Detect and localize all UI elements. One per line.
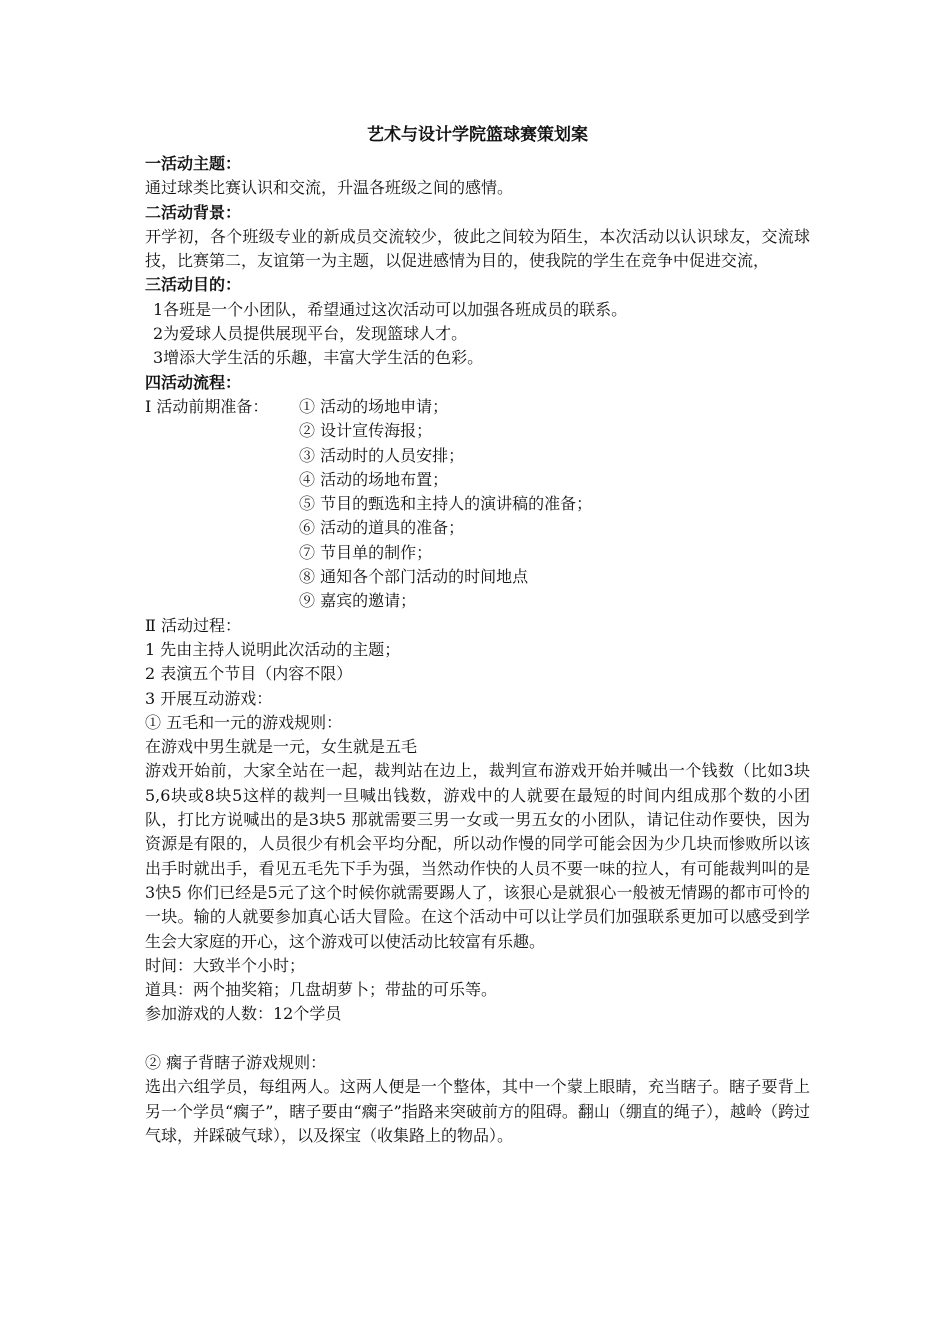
game1-props: 道具：两个抽奖箱；几盘胡萝卜；带盐的可乐等。 [145,980,498,1000]
process-label: Ⅱ 活动过程： [145,615,241,635]
prep-item: ③ 活动时的人员安排； [299,445,465,465]
prep-item: ② 设计宣传海报； [299,421,433,441]
game2-body: 选出六组学员，每组两人。这两人便是一个整体，其中一个蒙上眼睛，充当瞎子。瞎子要背上另一个学员“瘸子”，瞎子要由“瘸子”指路来突破前方的阻碍。翻山（绷直的绳子），越岭（跨过气球，并踩破气球），以及探宝（收集路上的物品）。 [145,1077,810,1145]
section-heading-process: 四活动流程： [145,372,242,392]
game1-body: 游戏开始前，大家全站在一起，裁判站在边上，裁判宣布游戏开始并喊出一个钱数（比如3块5,6块或8块5这样的裁判一旦喊出钱数，游戏中的人就要在最短的时间内组成那个数的小团队，打比方说喊出的是3块5 那就需要三男一女或一男五女的小团队，请记住动作要快，因为资源是有限的，人员很少有机会平均分配，所以动作慢的同学可能会因为少几块而惨败所以该出手时就出手，看见五毛先下手为强，当然动作快的人员不要一味的拉人，有可能裁判叫的是3快5 你们已经是5元了这个时候你就需要踢人了，该狠心是就狠心一般被无情踢的都市可怜的一块。输的人就要参加真心话大冒险。在这个活动中可以让学员们加强联系更加可以感受到学生会大家庭的开心，这个游戏可以使活动比较富有乐趣。 [145,761,810,951]
blank-line [145,1027,810,1051]
prep-item: ⑧ 通知各个部门活动的时间地点 [299,567,529,587]
game1-intro: 在游戏中男生就是一元，女生就是五毛 [145,737,418,757]
process-item: 1 先由主持人说明此次活动的主题； [145,639,401,659]
prep-item: ① 活动的场地申请； [299,396,449,416]
section-heading-purpose: 三活动目的： [145,275,242,295]
section-heading-background: 二活动背景： [145,202,242,222]
prep-item: ④ 活动的场地布置； [299,469,449,489]
background-text: 开学初，各个班级专业的新成员交流较少，彼此之间较为陌生，本次活动以认识球友，交流球技，比赛第二，友谊第一为主题，以促进感情为目的，使我院的学生在竞争中促进交流， [145,226,810,271]
game2-title: ② 瘸子背瞎子游戏规则： [145,1052,327,1072]
purpose-item: 1各班是一个小团队，希望通过这次活动可以加强各班成员的联系。 [153,299,628,319]
document-title: 艺术与设计学院篮球赛策划案 [367,125,588,145]
game1-title: ① 五毛和一元的游戏规则： [145,712,343,732]
game1-people: 参加游戏的人数：12个学员 [145,1004,342,1024]
section-heading-theme: 一活动主题： [145,154,242,173]
theme-text: 通过球类比赛认识和交流，升温各班级之间的感情。 [145,178,514,198]
process-item: 3 开展互动游戏： [145,688,273,708]
prep-item: ⑥ 活动的道具的准备； [299,518,465,538]
document-page [145,120,810,1148]
prep-item: ⑨ 嘉宾的邀请； [299,591,417,611]
purpose-item: 2为爱球人员提供展现平台，发现篮球人才。 [153,324,468,344]
prep-item: ⑤ 节目的甄选和主持人的演讲稿的准备； [299,494,593,514]
prep-label: Ⅰ 活动前期准备： [145,396,269,416]
prep-item: ⑦ 节目单的制作； [299,542,433,562]
game1-time: 时间：大致半个小时； [145,955,306,975]
prep-row [145,395,810,419]
process-item: 2 表演五个节目（内容不限） [145,664,353,684]
purpose-item: 3增添大学生活的乐趣，丰富大学生活的色彩。 [153,348,484,368]
